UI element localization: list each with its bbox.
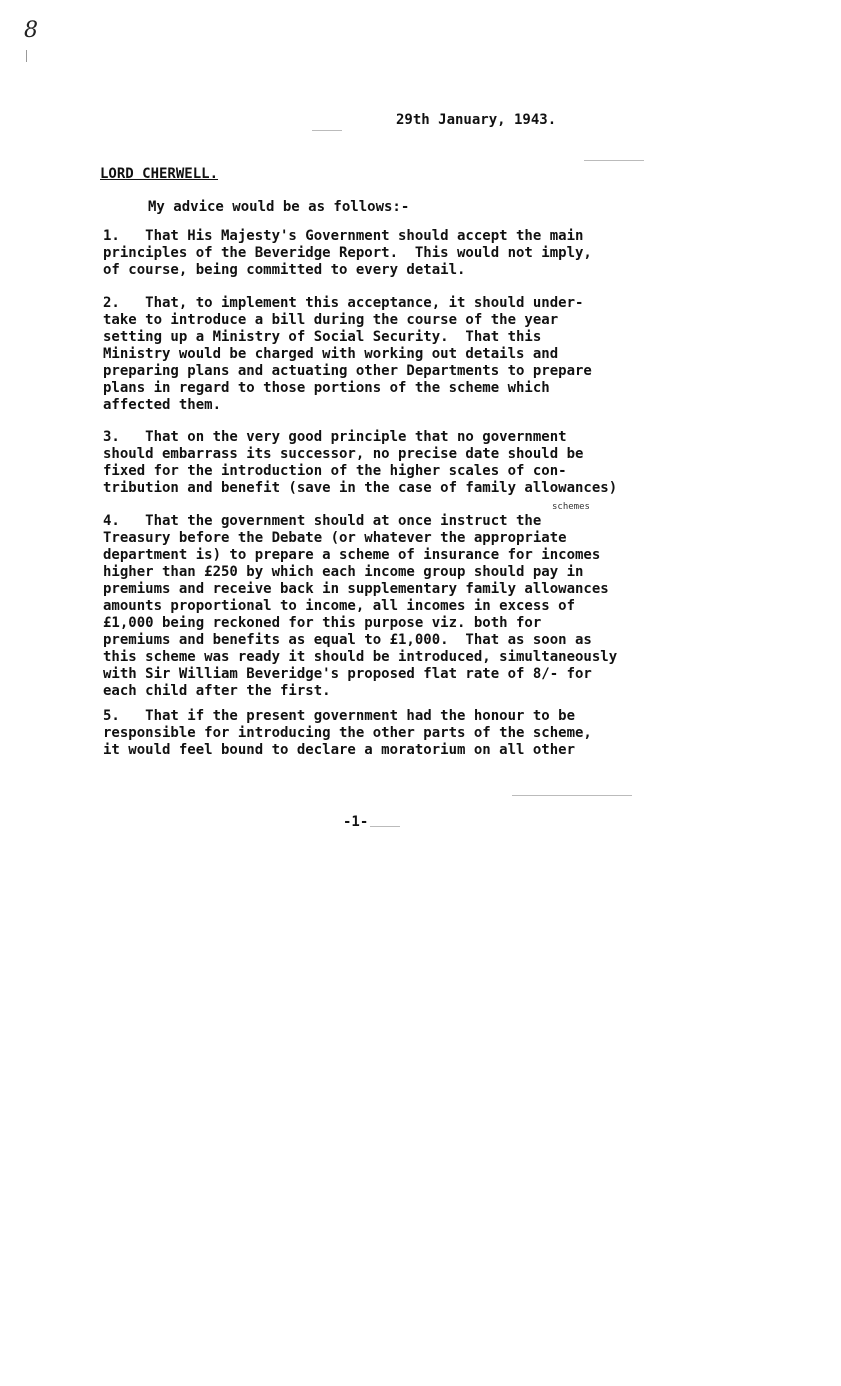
page-corner-mark: 8 (24, 18, 38, 43)
addressee: LORD CHERWELL. (100, 166, 219, 182)
scan-noise (584, 160, 644, 161)
paragraph-5: 5. That if the present government had the honour to be responsible for introducing the other parts of the scheme, it would feel bound to declare a moratorium on all other (103, 708, 592, 758)
interlinear-handwritten-note: schemes (552, 502, 590, 512)
paragraph-2: 2. That, to implement this acceptance, it should under- take to introduce a bill during the course of the year setting up a Ministry of Social Security. That this Ministry would be charged with working out details and preparing plans and actuating other Departments to prepare plans in regard to those portions of the scheme which affected them. (103, 295, 592, 413)
paragraph-3: 3. That on the very good principle that no government should embarrass its successor, no precise date should be fixed for the introduction of the higher scales of con- tribution and benefit (save in the case of family allowances) (103, 429, 618, 496)
scan-noise (312, 130, 342, 131)
page-corner-tick (26, 50, 31, 62)
letter-date: 29th January, 1943. (396, 112, 557, 128)
page-number: -1- (343, 814, 369, 830)
opening-line: My advice would be as follows:- (148, 199, 410, 215)
scan-noise (370, 826, 400, 827)
paragraph-4: 4. That the government should at once instruct the Treasury before the Debate (or whatever the appropriate department is) to prepare a scheme of insurance for incomes higher than £250 by which each income group should pay in premiums and receive back in supplementary family allowances amounts proportional to income, all incomes in excess of £1,000 being reckoned for this purpose viz. both for premiums and benefits as equal to £1,000. That as soon as this scheme was ready it should be introduced, simultaneously with Sir William Beveridge's proposed flat rate of 8/- for each child after the first. (103, 513, 618, 699)
paragraph-1: 1. That His Majesty's Government should accept the main principles of the Beveridge Report. This would not imply, of course, being committed to every detail. (103, 228, 592, 278)
scan-noise (512, 795, 632, 796)
